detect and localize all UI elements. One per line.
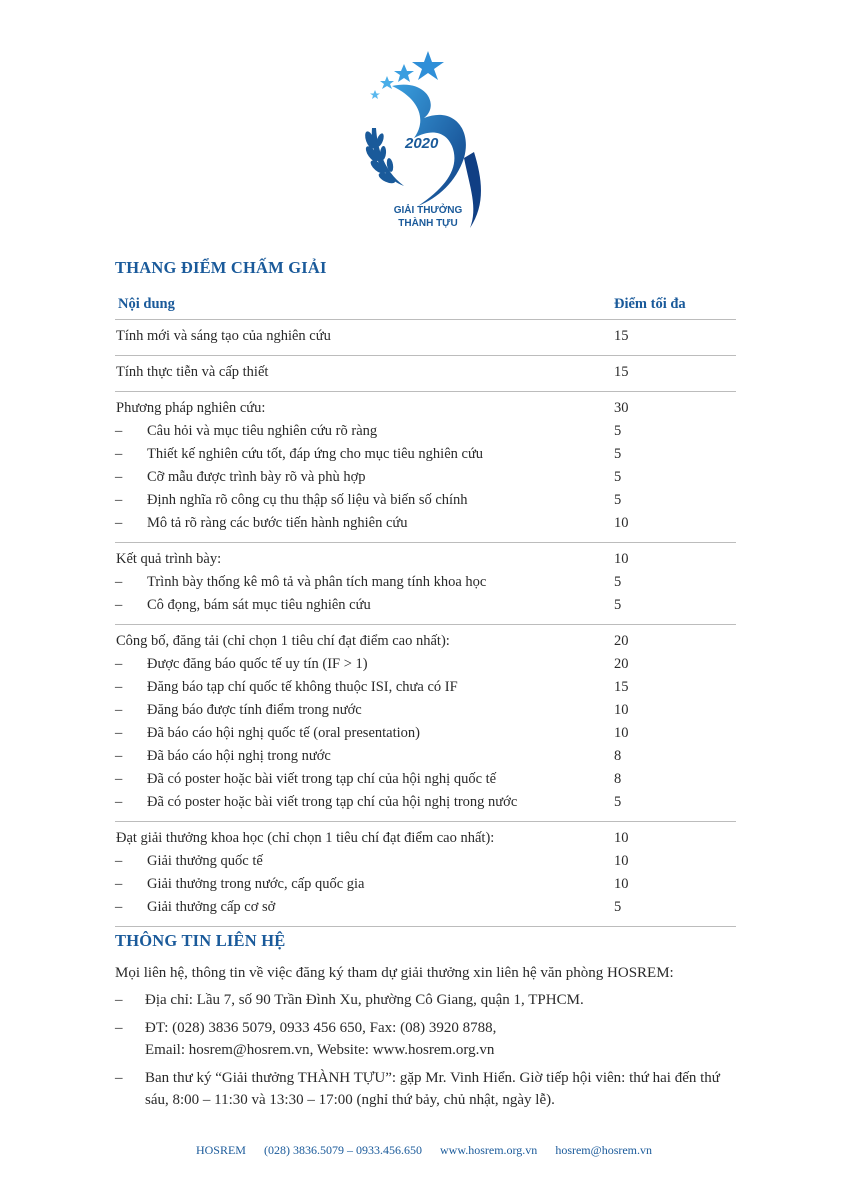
contact-line: Ban thư ký “Giải thưởng THÀNH TỰU”: gặp Mr. Vinh Hiển. Giờ tiếp hội viên: thứ hai đến thứ sáu, 8:00 – 11:30 và 13:30 – 17:00 (nghỉ thứ bảy, chủ nhật, ngày lễ).: [145, 1070, 720, 1108]
criterion-label: Đã có poster hoặc bài viết trong tạp chí của hội nghị quốc tế: [147, 771, 497, 787]
score-group: [115, 543, 736, 625]
criterion-label: Đã báo cáo hội nghị trong nước: [147, 748, 331, 764]
criterion-score: 10: [614, 876, 629, 892]
criterion-score: 5: [614, 574, 622, 590]
bullet-dash: –: [115, 771, 123, 787]
criterion-label: Được đăng báo quốc tế uy tín (IF > 1): [147, 656, 368, 672]
criterion-subrow: [115, 745, 736, 768]
score-section-title: THANG ĐIỂM CHẤM GIẢI: [115, 258, 327, 277]
criterion-subrow: [115, 594, 736, 617]
score-group: [115, 625, 736, 822]
bullet-dash: –: [115, 748, 123, 764]
footer-item: www.hosrem.org.vn: [439, 1143, 538, 1157]
contact-line: Email: hosrem@hosrem.vn, Website: www.hosrem.org.vn: [145, 1042, 495, 1058]
logo-line1: GIẢI THƯỞNG: [393, 205, 463, 216]
criterion-subrow: [115, 466, 736, 489]
contact-list: [115, 989, 745, 1111]
bullet-dash: –: [115, 597, 123, 613]
footer-item: (028) 3836.5079 – 0933.456.650: [263, 1143, 422, 1157]
bullet-dash: –: [115, 492, 123, 508]
criterion-label: Kết quả trình bày:: [116, 551, 222, 567]
bullet-dash: –: [115, 515, 123, 531]
criterion-score: 10: [614, 702, 629, 718]
award-logo: [352, 48, 502, 238]
criterion-label: Định nghĩa rõ công cụ thu thập số liệu và biến số chính: [147, 492, 468, 508]
page-footer: [0, 1143, 848, 1158]
criterion-score: 10: [614, 725, 629, 741]
footer-item: HOSREM: [195, 1143, 246, 1157]
criterion-label: Công bố, đăng tải (chỉ chọn 1 tiêu chí đạt điểm cao nhất):: [116, 633, 450, 649]
criterion-label: Phương pháp nghiên cứu:: [116, 400, 266, 416]
contact-block: [115, 962, 745, 1117]
criterion-subrow: [115, 722, 736, 745]
criterion-score: 15: [614, 679, 629, 695]
criterion-label: Đã báo cáo hội nghị quốc tế (oral presentation): [147, 725, 420, 741]
score-table: [115, 290, 736, 927]
criterion-subrow: [115, 653, 736, 676]
footer-item: hosrem@hosrem.vn: [555, 1143, 653, 1157]
criterion-label: Cỡ mẫu được trình bày rõ và phù hợp: [147, 469, 366, 485]
contact-item: [115, 989, 745, 1011]
header-content: Nội dung: [118, 296, 175, 312]
bullet-dash: –: [115, 574, 123, 590]
criterion-subrow: [115, 420, 736, 443]
criterion-score: 5: [614, 446, 622, 462]
contact-section-title: THÔNG TIN LIÊN HỆ: [115, 931, 286, 950]
logo-line2: THÀNH TỰU: [398, 218, 458, 229]
criterion-score: 10: [614, 515, 629, 531]
bullet-dash: –: [115, 876, 123, 892]
score-groups: [115, 320, 736, 927]
criterion-label: Giải thưởng quốc tế: [147, 853, 263, 869]
bullet-dash: –: [115, 656, 123, 672]
criterion-subrow: [115, 676, 736, 699]
criterion-subrow: [115, 512, 736, 535]
score-group: [115, 392, 736, 543]
logo-year: 2020: [405, 135, 439, 152]
criterion-score: 15: [614, 364, 629, 380]
criterion-row: [115, 361, 736, 384]
criterion-subrow: [115, 873, 736, 896]
criterion-score: 20: [614, 656, 629, 672]
criterion-score: 30: [614, 400, 629, 416]
bullet-dash: –: [115, 794, 123, 810]
criterion-row: [115, 548, 736, 571]
bullet-dash: –: [115, 725, 123, 741]
criterion-label: Câu hỏi và mục tiêu nghiên cứu rõ ràng: [147, 423, 378, 439]
star-icon: [412, 51, 444, 80]
criterion-subrow: [115, 791, 736, 814]
criterion-label: Giải thưởng trong nước, cấp quốc gia: [147, 876, 365, 892]
bullet-dash: –: [115, 899, 123, 915]
criterion-score: 20: [614, 633, 629, 649]
criterion-subrow: [115, 443, 736, 466]
table-header: [115, 290, 736, 320]
bullet-dash: –: [115, 423, 123, 439]
criterion-score: 8: [614, 748, 622, 764]
criterion-subrow: [115, 489, 736, 512]
criterion-subrow: [115, 850, 736, 873]
criterion-score: 8: [614, 771, 622, 787]
star-icon: [380, 76, 394, 89]
contact-line: Địa chỉ: Lầu 7, số 90 Trần Đình Xu, phường Cô Giang, quận 1, TPHCM.: [145, 992, 584, 1008]
criterion-label: Trình bày thống kê mô tả và phân tích mang tính khoa học: [147, 574, 487, 590]
criterion-score: 10: [614, 853, 629, 869]
bullet-dash: –: [115, 679, 123, 695]
contact-item: [115, 1067, 745, 1111]
score-group: [115, 320, 736, 356]
bullet-dash: –: [115, 469, 123, 485]
criterion-label: Đã có poster hoặc bài viết trong tạp chí của hội nghị trong nước: [147, 794, 518, 810]
criterion-label: Thiết kế nghiên cứu tốt, đáp ứng cho mục tiêu nghiên cứu: [147, 446, 484, 462]
criterion-row: [115, 827, 736, 850]
criterion-subrow: [115, 699, 736, 722]
score-group: [115, 356, 736, 392]
criterion-score: 15: [614, 328, 629, 344]
criterion-score: 5: [614, 492, 622, 508]
criterion-label: Đăng báo được tính điểm trong nước: [147, 702, 362, 718]
criterion-score: 5: [614, 469, 622, 485]
bullet-dash: –: [115, 992, 123, 1008]
criterion-score: 5: [614, 597, 622, 613]
criterion-label: Giải thưởng cấp cơ sở: [147, 899, 276, 915]
bullet-dash: –: [115, 1020, 123, 1036]
criterion-subrow: [115, 571, 736, 594]
criterion-row: [115, 630, 736, 653]
star-icon: [370, 90, 380, 99]
criterion-subrow: [115, 896, 736, 919]
criterion-score: 10: [614, 830, 629, 846]
criterion-label: Tính thực tiễn và cấp thiết: [116, 364, 269, 380]
criterion-label: Tính mới và sáng tạo của nghiên cứu: [116, 328, 331, 344]
criterion-score: 5: [614, 899, 622, 915]
criterion-subrow: [115, 768, 736, 791]
criterion-label: Đạt giải thưởng khoa học (chỉ chọn 1 tiêu chí đạt điểm cao nhất):: [116, 830, 495, 846]
criterion-score: 5: [614, 423, 622, 439]
star-icon: [394, 64, 414, 82]
criterion-score: 10: [614, 551, 629, 567]
criterion-row: [115, 397, 736, 420]
bullet-dash: –: [115, 1070, 123, 1086]
bullet-dash: –: [115, 853, 123, 869]
header-max-score: Điểm tối đa: [614, 296, 686, 312]
criterion-label: Mô tả rõ ràng các bước tiến hành nghiên cứu: [147, 515, 408, 531]
criterion-row: [115, 325, 736, 348]
criterion-label: Cô đọng, bám sát mục tiêu nghiên cứu: [147, 597, 371, 613]
criterion-score: 5: [614, 794, 622, 810]
criterion-label: Đăng báo tạp chí quốc tế không thuộc ISI, chưa có IF: [147, 679, 458, 695]
contact-intro: Mọi liên hệ, thông tin về việc đăng ký tham dự giải thưởng xin liên hệ văn phòng HOSREM:: [115, 965, 674, 981]
contact-item: [115, 1017, 745, 1061]
bullet-dash: –: [115, 702, 123, 718]
contact-line: ĐT: (028) 3836 5079, 0933 456 650, Fax: (08) 3920 8788,: [145, 1020, 497, 1036]
score-group: [115, 822, 736, 927]
bullet-dash: –: [115, 446, 123, 462]
